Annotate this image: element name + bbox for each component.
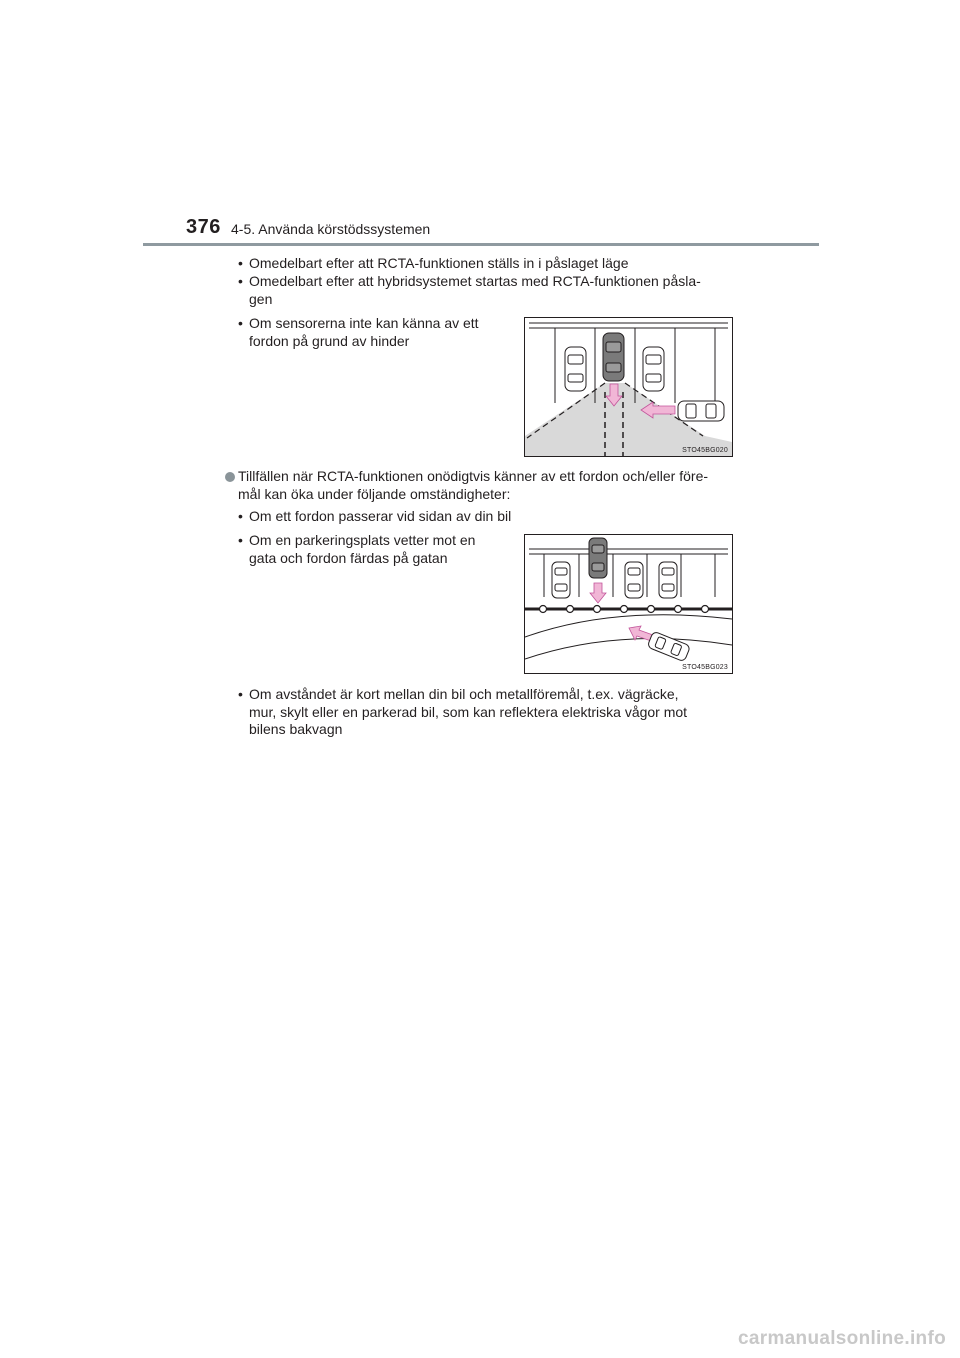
- bullet-mark: •: [238, 532, 243, 548]
- list-item-text: Omedelbart efter att RCTA-funktionen ställs in i påslaget läge: [249, 255, 629, 271]
- section-text: [238, 468, 748, 486]
- list-item-text-continued: gen: [249, 290, 273, 307]
- bullet-mark: •: [238, 686, 243, 702]
- illustration-parking-obstruction: [525, 318, 732, 456]
- page-number: 376: [186, 216, 221, 238]
- illustration-street-parking: [525, 535, 732, 673]
- list-item: [238, 255, 748, 273]
- header-rule: [143, 243, 819, 246]
- list-item-text-continued: gata och fordon färdas på gatan: [249, 549, 448, 566]
- list-item-text: Om sensorerna inte kan känna av ett: [249, 315, 479, 331]
- list-item-text-continued: fordon på grund av hinder: [249, 332, 410, 349]
- section-text-continued: mål kan öka under följande omständigheter:: [238, 486, 511, 502]
- section-text-line: Tillfällen när RCTA-funktionen onödigtvis känner av ett fordon och/eller före-: [238, 468, 709, 484]
- list-item-text: Om avståndet är kort mellan din bil och metallföremål, t.ex. vägräcke,: [249, 686, 679, 702]
- parked-car: [552, 562, 570, 598]
- list-item-text: Omedelbart efter att hybridsystemet startas med RCTA-funktionen påsla-: [249, 273, 701, 289]
- list-item: [238, 315, 508, 351]
- list-item: [238, 508, 748, 526]
- parked-car: [643, 347, 664, 391]
- list-item-text: Om en parkeringsplats vetter mot en: [249, 532, 476, 548]
- list-item: [238, 273, 748, 309]
- figure-street-traffic: [524, 534, 733, 674]
- own-car: [603, 333, 624, 381]
- bullet-mark: •: [238, 255, 243, 271]
- approaching-car: [678, 401, 724, 421]
- arrow-down-icon: [590, 583, 606, 603]
- bullet-mark: •: [238, 315, 243, 331]
- watermark: carmanualsonline.info: [738, 1328, 946, 1349]
- list-item: [238, 532, 508, 568]
- list-item: [238, 686, 748, 740]
- list-item-text-continued: mur, skylt eller en parkerad bil, som kan reflektera elektriska vågor mot: [249, 703, 688, 720]
- figure-code: STO45BG023: [682, 664, 728, 671]
- list-item-text: Om ett fordon passerar vid sidan av din bil: [249, 508, 512, 524]
- figure-sensor-blocked: [524, 317, 733, 457]
- section-bullet-icon: [225, 472, 235, 482]
- own-car: [589, 538, 607, 578]
- list-item-text-continued: bilens bakvagn: [249, 721, 343, 737]
- bullet-mark: •: [238, 273, 243, 289]
- parked-car: [659, 562, 677, 598]
- moving-car: [647, 631, 690, 662]
- parked-car: [565, 347, 586, 391]
- page-header: [0, 0, 960, 250]
- parked-car: [625, 562, 643, 598]
- section-title: 4-5. Använda körstödssystemen: [231, 221, 431, 237]
- figure-code: STO45BG020: [682, 447, 728, 454]
- bullet-mark: •: [238, 508, 243, 524]
